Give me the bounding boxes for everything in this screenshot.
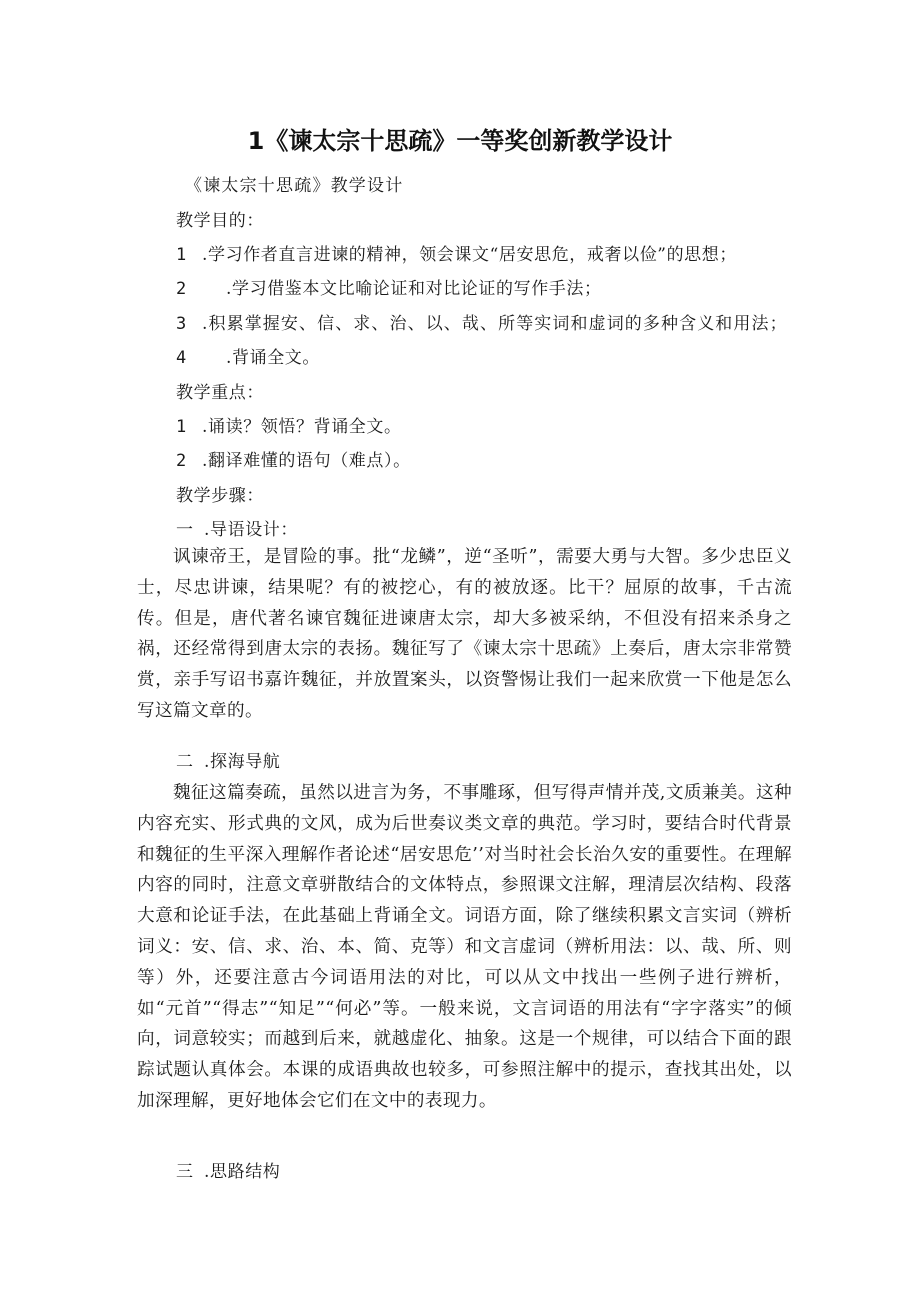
keypoints-heading: 教学重点： [176,383,264,403]
section-heading [176,515,298,540]
section-heading [176,747,280,772]
objective-text: .背诵全文。 [226,348,321,368]
objective-number: 1 [176,245,187,265]
section-heading [176,1157,280,1182]
keypoint-text: .诵读？领悟？背诵全文。 [202,417,402,437]
objectives-heading: 教学目的： [176,211,264,231]
keypoint-number: 2 [176,451,187,471]
objective-text: .积累掌握安、信、求、治、以、哉、所等实词和虚词的多种含义和用法； [202,314,788,334]
navigation-paragraph: 魏征这篇奏疏，虽然以进言为务，不事雕琢，但写得声情并茂,文质兼美。这种内容充实、形式典的文风，成为后世奏议类文章的典范。学习时，要结合时代背景和魏征的生平深入理解作者论述“居安思危’’对当时社会长治久安的重要性。在理解内容的同时，注意文章骈散结合的文体特点，参照课文注解，理清层次结构、段落大意和论证手法，在此基础上背诵全文。词语方面，除了继续积累文言实词（辨析词义：安、信、求、治、本、简、克等）和文言虚词（辨析用法：以、哉、所、则等）外，还要注意古今词语用法的对比，可以从文中找出一些例子进行辨析，如“元首”“得志”“知足”“何必”等。一般来说，文言词语的用法有“字字落实”的倾向，词意较实；而越到后来，就越虚化、抽象。这是一个规律，可以结合下面的跟踪试题认真体会。本课的成语典故也较多，可参照注解中的提示，查找其出处，以加深理解，更好地体会它们在文中的表现力。 [137,783,792,1111]
section-number: 二 [176,752,194,772]
objective-number: 2 [176,279,187,299]
keypoint-text: .翻译难懂的语句（难点）。 [202,451,411,471]
objective-item [176,343,320,368]
section-title: .思路结构 [204,1162,281,1182]
keypoint-item [176,446,411,471]
objective-item [176,274,602,299]
objective-item [176,309,788,334]
objective-text: .学习作者直言进谏的精神，领会课文“居安思危，戒奢以俭”的思想； [202,245,737,265]
keypoint-number: 1 [176,417,187,437]
document-title: 1《谏太宗十思疏》一等奖创新教学设计 [247,127,673,155]
section-number: 一 [176,520,194,540]
section-number: 三 [176,1162,194,1182]
keypoint-item [176,412,402,437]
steps-heading: 教学步骤： [176,486,264,506]
section-title: .导语设计： [204,520,299,540]
document-subtitle: 《谏太宗十思疏》教学设计 [185,176,404,196]
objective-item [176,240,737,265]
objective-number: 4 [176,348,187,368]
objective-number: 3 [176,314,188,334]
intro-paragraph: 讽谏帝王，是冒险的事。批“龙鳞”，逆“圣听”，需要大勇与大智。多少忠臣义士，尽忠讲谏，结果呢？有的被挖心，有的被放逐。比干？屈原的故事，千古流传。但是，唐代著名谏官魏征进谏唐太宗，却大多被采纳，不但没有招来杀身之祸，还经常得到唐太宗的表扬。魏征写了《谏太宗十思疏》上奏后，唐太宗非常赞赏，亲手写诏书嘉许魏征，并放置案头，以资警惕让我们一起来欣赏一下他是怎么写这篇文章的。 [137,547,792,721]
section-title: .探海导航 [204,752,281,772]
objective-text: .学习借鉴本文比喻论证和对比论证的写作手法； [226,279,602,299]
